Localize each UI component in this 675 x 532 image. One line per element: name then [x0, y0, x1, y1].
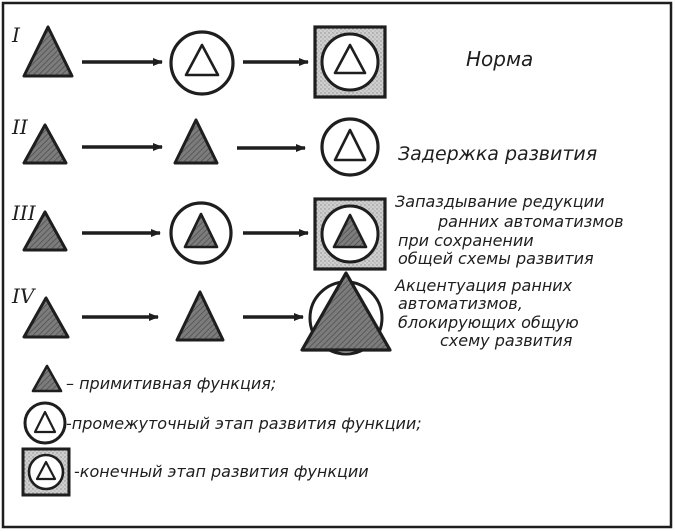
row-label-line: общей схемы развития	[398, 249, 594, 268]
row-label-line: блокирующих общую	[398, 313, 579, 332]
intermediate-stage-circle	[322, 119, 378, 175]
primitive-triangle-icon	[33, 366, 61, 391]
intermediate-stage-circle-with-primitive	[171, 203, 231, 263]
final-stage-square-with-primitive	[315, 199, 385, 269]
final-square-icon	[23, 449, 69, 495]
primitive-function-triangle	[24, 125, 66, 163]
row-numeral: III	[12, 201, 36, 225]
row-label-line: Акцентуация ранних	[395, 276, 573, 295]
row-label-line: Запаздывание редукции	[395, 192, 605, 211]
legend-item-final	[23, 449, 369, 495]
legend-text: -промежуточный этап развития функции;	[66, 414, 422, 433]
row-label-line: автоматизмов,	[398, 294, 523, 313]
intermediate-stage-circle	[171, 32, 233, 94]
row-label-line: при сохранении	[398, 231, 534, 250]
row-label-line: ранних автоматизмов	[438, 212, 624, 231]
row-3	[11, 192, 624, 269]
primitive-function-triangle	[177, 292, 223, 340]
legend-item-primitive	[33, 366, 276, 393]
legend	[23, 366, 422, 495]
legend-item-intermediate	[25, 403, 422, 443]
legend-text: – примитивная функция;	[66, 374, 277, 393]
primitive-function-triangle	[24, 27, 72, 76]
intermediate-circle-icon	[25, 403, 65, 443]
row-1	[11, 23, 533, 97]
row-label: Норма	[466, 47, 534, 71]
legend-text: -конечный этап развития функции	[74, 462, 369, 481]
row-numeral: II	[12, 115, 28, 139]
accentuated-primitive-triangle-over-circle	[302, 273, 390, 354]
row-numeral: IV	[12, 284, 35, 308]
row-label: Задержка развития	[398, 143, 598, 165]
final-stage-square	[315, 27, 385, 97]
row-numeral: I	[12, 23, 20, 47]
row-label-line: схему развития	[440, 331, 573, 350]
row-4	[11, 273, 579, 354]
primitive-function-triangle	[175, 120, 217, 163]
row-2	[11, 115, 597, 175]
